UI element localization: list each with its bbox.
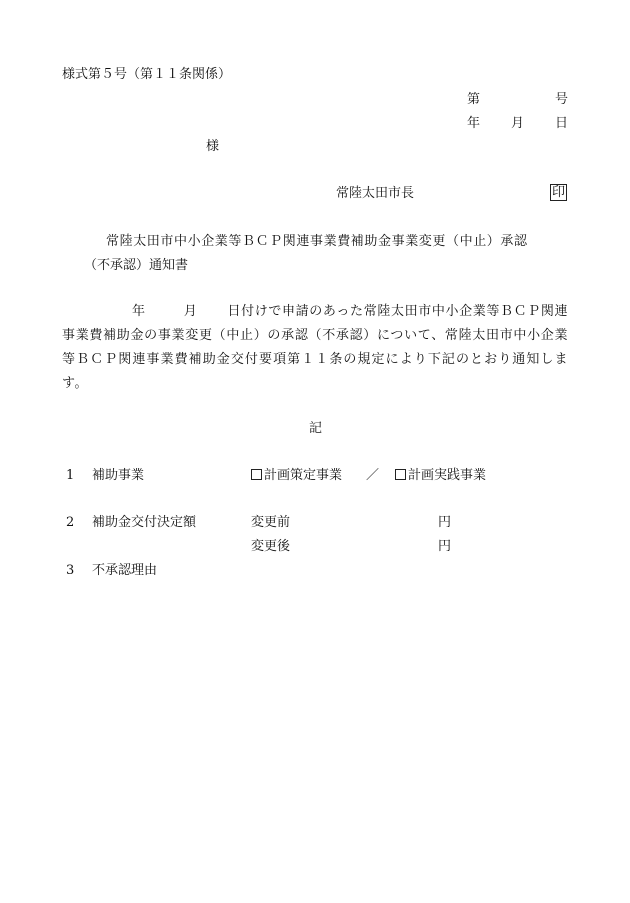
- recipient: 様: [206, 139, 220, 154]
- item-1-number: 1: [66, 468, 75, 483]
- item-1-label: 補助事業: [92, 468, 145, 483]
- date-year: 年: [467, 116, 481, 131]
- seal-box: [550, 184, 567, 202]
- ki-heading: 記: [309, 421, 323, 436]
- body-text: 日付けで申請のあった常陸太田市中小企業等ＢＣＰ関連事業費補助金の事業変更（中止）の承認（不承認）について、常陸太田市中小企業等ＢＣＰ関連事業費補助金交付要項第１１条の規定により下記のとおり通知します。: [62, 304, 568, 391]
- date-month: 月: [511, 116, 525, 131]
- checkbox-icon[interactable]: [395, 469, 406, 480]
- item-3-number: 3: [66, 563, 75, 578]
- body-paragraph: [62, 300, 568, 396]
- checkbox-icon[interactable]: [251, 469, 262, 480]
- item-2-number: 2: [66, 515, 75, 530]
- item-3-label: 不承認理由: [92, 563, 158, 578]
- number-prefix: 第: [467, 92, 481, 107]
- amount-after-label: 変更後: [251, 539, 291, 554]
- sender: 常陸太田市長: [336, 186, 415, 201]
- amount-after-unit: 円: [438, 539, 452, 554]
- number-suffix: 号: [555, 92, 569, 107]
- option-practice[interactable]: [395, 467, 486, 485]
- item-2-label: 補助金交付決定額: [92, 515, 197, 530]
- title-line-2: （不承認）通知書: [84, 258, 189, 273]
- seal-mark: 印: [552, 185, 566, 200]
- option-practice-label: 計画実践事業: [408, 468, 487, 483]
- body-year: 年: [132, 304, 146, 319]
- amount-before-unit: 円: [438, 515, 452, 530]
- date-day: 日: [555, 116, 569, 131]
- option-planning[interactable]: [251, 467, 342, 485]
- body-month: 月: [183, 304, 198, 319]
- option-separator: ／: [366, 468, 380, 483]
- form-label: 様式第５号（第１１条関係）: [62, 67, 232, 82]
- title-line-1: 常陸太田市中小企業等ＢＣＰ関連事業費補助金事業変更（中止）承認: [106, 234, 528, 249]
- amount-before-label: 変更前: [251, 515, 291, 530]
- option-planning-label: 計画策定事業: [264, 468, 343, 483]
